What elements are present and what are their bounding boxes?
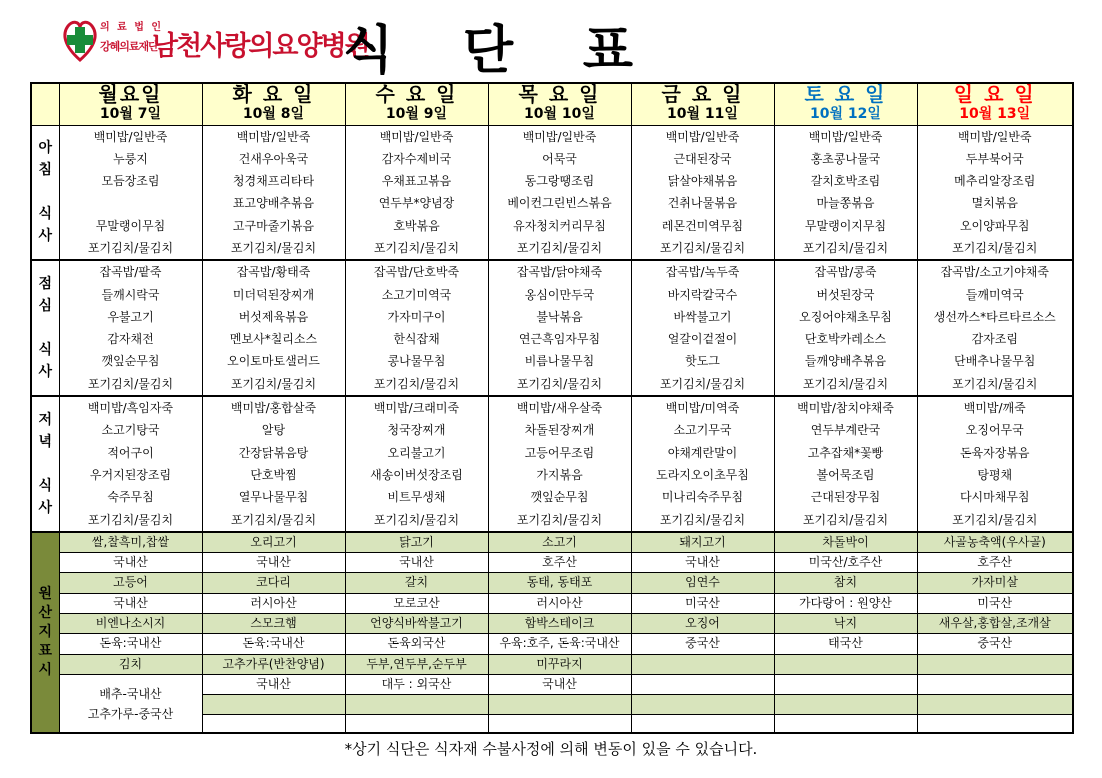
- origin-ingredient: 고추가루(반찬양념): [202, 654, 345, 674]
- menu-item: 간장닭볶음탕: [202, 442, 345, 464]
- menu-item: 백미밥/일반죽: [202, 125, 345, 148]
- origin-ingredient: 미꾸라지: [488, 654, 631, 674]
- menu-item: 건새우아욱국: [202, 148, 345, 170]
- menu-item: 포기김치/물김치: [345, 373, 488, 396]
- origin-ingredient: 가자미살: [917, 573, 1073, 593]
- origin-ingredient: 오리고기: [202, 532, 345, 553]
- menu-item: 포기김치/물김치: [488, 373, 631, 396]
- meal-label-char: 점: [38, 276, 53, 293]
- meal-label: [31, 396, 59, 532]
- menu-item: 오징어야채초무침: [774, 306, 917, 328]
- menu-item: 고추잡채*꽃빵: [774, 442, 917, 464]
- menu-item: 백미밥/일반죽: [917, 125, 1073, 148]
- menu-item: 비트무생채: [345, 486, 488, 508]
- meal-label-char: 심: [38, 298, 53, 315]
- menu-item: 깻잎순무침: [59, 350, 202, 372]
- menu-item: 포기김치/물김치: [631, 373, 774, 396]
- day-name: 목 요 일: [518, 83, 601, 107]
- origin-country: [774, 714, 917, 733]
- menu-item: 베이컨그린빈스볶음: [488, 192, 631, 214]
- menu-item: 마늘쫑볶음: [774, 192, 917, 214]
- menu-item: 미더덕된장찌개: [202, 284, 345, 306]
- day-header: [917, 83, 1073, 125]
- origin-country: 가다랑어 : 원양산: [774, 593, 917, 613]
- menu-item: 돈육자장볶음: [917, 442, 1073, 464]
- meal-label: [31, 125, 59, 260]
- menu-item: 포기김치/물김치: [488, 509, 631, 532]
- origin-ingredient: 소고기: [488, 532, 631, 553]
- meal-label-char: [32, 317, 59, 339]
- menu-item: 포기김치/물김치: [774, 237, 917, 260]
- menu-item: 단배추나물무침: [917, 350, 1073, 372]
- day-header: [59, 83, 202, 125]
- origin-country: 대두 : 외국산: [345, 674, 488, 694]
- day-date: 10월 7일: [99, 106, 162, 123]
- origin-ingredient: 두부,연두부,순두부: [345, 654, 488, 674]
- meal-row: [31, 170, 1073, 192]
- origin-row: [31, 634, 1073, 654]
- menu-item: 소고기탕국: [59, 419, 202, 441]
- meal-row: [31, 306, 1073, 328]
- menu-item: 잡곡밥/황태죽: [202, 260, 345, 283]
- menu-item: 포기김치/물김치: [488, 237, 631, 260]
- menu-item: 백미밥/홍합살죽: [202, 396, 345, 419]
- origin-country: 돈육:국내산: [59, 634, 202, 654]
- menu-item: 잡곡밥/소고기야채죽: [917, 260, 1073, 283]
- origin-label-char: 산: [38, 605, 53, 622]
- origin-ingredient: 낙지: [774, 614, 917, 634]
- menu-item: 비름나물무침: [488, 350, 631, 372]
- menu-item: 동그랑땡조림: [488, 170, 631, 192]
- origin-country: 우육:호주, 돈육:국내산: [488, 634, 631, 654]
- menu-item: 무말랭이무침: [59, 215, 202, 237]
- menu-item: 멘보사*칠리소스: [202, 328, 345, 350]
- origin-ingredient: 오징어: [631, 614, 774, 634]
- meal-label-char: 침: [38, 162, 53, 179]
- menu-item: 유자청치커리무침: [488, 215, 631, 237]
- menu-item: 가지볶음: [488, 464, 631, 486]
- origin-ingredient: 차돌박이: [774, 532, 917, 553]
- menu-item: 버섯된장국: [774, 284, 917, 306]
- origin-ingredient: [202, 695, 345, 714]
- menu-item: 잡곡밥/콩죽: [774, 260, 917, 283]
- menu-item: 포기김치/물김치: [59, 509, 202, 532]
- menu-item: 연근흑임자무침: [488, 328, 631, 350]
- menu-item: 건취나물볶음: [631, 192, 774, 214]
- logo-subtitle-corp: 의 료 법 인: [100, 22, 164, 33]
- menu-item: 연두부계란국: [774, 419, 917, 441]
- menu-item: 포기김치/물김치: [345, 509, 488, 532]
- menu-item: 레몬건미역무침: [631, 215, 774, 237]
- menu-item: 얼갈이겉절이: [631, 328, 774, 350]
- menu-item: 포기김치/물김치: [59, 237, 202, 260]
- day-name: 금 요 일: [661, 83, 744, 107]
- day-name: 일 요 일: [953, 83, 1036, 107]
- menu-item: 백미밥/깨죽: [917, 396, 1073, 419]
- origin-label: [31, 532, 59, 733]
- title-char: 식: [343, 20, 394, 81]
- menu-item: 백미밥/참치야채죽: [774, 396, 917, 419]
- origin-ingredient: 갈치: [345, 573, 488, 593]
- menu-item: 잡곡밥/팥죽: [59, 260, 202, 283]
- origin-country: 국내산: [59, 593, 202, 613]
- meal-row: [31, 442, 1073, 464]
- origin-ingredient: [917, 695, 1073, 714]
- menu-item: 백미밥/일반죽: [488, 125, 631, 148]
- menu-item: 도라지오이초무침: [631, 464, 774, 486]
- menu-item: 차돌된장찌개: [488, 419, 631, 441]
- menu-item: 고등어무조림: [488, 442, 631, 464]
- origin-country: 국내산: [59, 553, 202, 573]
- origin-ingredient: 사골농축액(우사골): [917, 532, 1073, 553]
- origin-country: 호주산: [488, 553, 631, 573]
- red-cross-heart-icon: [60, 14, 100, 64]
- day-name: 월요일: [98, 83, 163, 107]
- menu-item: [59, 192, 202, 214]
- meal-row: [31, 260, 1073, 283]
- menu-item: 표고양배추볶음: [202, 192, 345, 214]
- origin-country: 국내산: [345, 553, 488, 573]
- page-header: [0, 0, 1102, 82]
- origin-label-char: 표: [38, 643, 53, 660]
- day-date: 10월 9일: [385, 106, 448, 123]
- menu-item: 콩나물무침: [345, 350, 488, 372]
- menu-item: 백미밥/크래미죽: [345, 396, 488, 419]
- footnote: *상기 식단은 식자재 수불사정에 의해 변동이 있을 수 있습니다.: [344, 740, 758, 758]
- origin-ingredient: 돼지고기: [631, 532, 774, 553]
- menu-item: 백미밥/흑임자죽: [59, 396, 202, 419]
- menu-item: 포기김치/물김치: [345, 237, 488, 260]
- meal-row: [31, 328, 1073, 350]
- day-date: 10월 12일: [810, 106, 881, 123]
- day-name: 토 요 일: [804, 83, 887, 107]
- menu-item: 우채표고볶음: [345, 170, 488, 192]
- menu-item: 백미밥/일반죽: [774, 125, 917, 148]
- menu-item: 감자수제비국: [345, 148, 488, 170]
- day-name: 수 요 일: [375, 83, 458, 107]
- day-header: [631, 83, 774, 125]
- menu-item: 적어구이: [59, 442, 202, 464]
- origin-label-char: 원: [38, 586, 53, 603]
- meal-label-char: 사: [38, 499, 53, 516]
- menu-item: 감자채전: [59, 328, 202, 350]
- menu-item: 청경채프리타타: [202, 170, 345, 192]
- menu-item: 소고기미역국: [345, 284, 488, 306]
- menu-item: 갈치호박조림: [774, 170, 917, 192]
- weekly-menu-table: [30, 82, 1074, 734]
- menu-item: 연두부*양념장: [345, 192, 488, 214]
- day-date: 10월 10일: [524, 106, 595, 123]
- menu-item: 단호박찜: [202, 464, 345, 486]
- menu-item: 누룽지: [59, 148, 202, 170]
- menu-item: 포기김치/물김치: [631, 237, 774, 260]
- menu-item: 청국장찌개: [345, 419, 488, 441]
- origin-country: 러시아산: [202, 593, 345, 613]
- origin-ingredient: [488, 695, 631, 714]
- origin-ingredient: [774, 695, 917, 714]
- origin-ingredient: 언양식바싹불고기: [345, 614, 488, 634]
- menu-item: 모듬장조림: [59, 170, 202, 192]
- meal-label: [31, 260, 59, 396]
- origin-country: [488, 714, 631, 733]
- menu-item: 생선까스*타르타르소스: [917, 306, 1073, 328]
- origin-ingredient: 스모크햄: [202, 614, 345, 634]
- meal-label-char: 사: [38, 228, 53, 245]
- origin-country: [631, 674, 774, 694]
- day-header: [345, 83, 488, 125]
- day-header-row: [31, 83, 1073, 125]
- day-header: [202, 83, 345, 125]
- menu-item: 새송이버섯장조림: [345, 464, 488, 486]
- menu-item: 숙주무침: [59, 486, 202, 508]
- origin-ingredient: [631, 695, 774, 714]
- origin-country: 국내산: [631, 553, 774, 573]
- menu-item: 포기김치/물김치: [202, 373, 345, 396]
- meal-row: [31, 192, 1073, 214]
- meal-label-char: [32, 453, 59, 475]
- menu-item: 백미밥/일반죽: [59, 125, 202, 148]
- origin-country: 러시아산: [488, 593, 631, 613]
- origin-country: [917, 714, 1073, 733]
- origin-label-char: 지: [38, 624, 53, 641]
- hospital-name: 남천사랑의요양병원: [152, 31, 369, 62]
- origin-label-char: 시: [38, 662, 53, 679]
- origin-country: 호주산: [917, 553, 1073, 573]
- menu-item: 백미밥/일반죽: [631, 125, 774, 148]
- meal-row: [31, 396, 1073, 419]
- meal-label-char: 저: [38, 411, 53, 428]
- meal-row: [31, 148, 1073, 170]
- menu-item: 포기김치/물김치: [59, 373, 202, 396]
- menu-item: 핫도그: [631, 350, 774, 372]
- meal-label-char: [32, 181, 59, 203]
- origin-ingredient: [631, 654, 774, 674]
- day-header: [774, 83, 917, 125]
- origin-ingredient: 임연수: [631, 573, 774, 593]
- menu-item: 오이양파무침: [917, 215, 1073, 237]
- origin-ingredient: 닭고기: [345, 532, 488, 553]
- menu-item: 포기김치/물김치: [917, 237, 1073, 260]
- menu-item: 바지락칼국수: [631, 284, 774, 306]
- origin-country: [202, 714, 345, 733]
- origin-row: [31, 573, 1073, 593]
- menu-item: 우거지된장조림: [59, 464, 202, 486]
- meal-row: [31, 419, 1073, 441]
- menu-item: 고구마줄기볶음: [202, 215, 345, 237]
- menu-item: 백미밥/미역죽: [631, 396, 774, 419]
- menu-item: 오징어무국: [917, 419, 1073, 441]
- origin-ingredient: [345, 695, 488, 714]
- meal-row: [31, 125, 1073, 148]
- origin-row: [31, 553, 1073, 573]
- origin-country: 돈육:국내산: [202, 634, 345, 654]
- meal-row: [31, 237, 1073, 260]
- menu-item: 바싹불고기: [631, 306, 774, 328]
- origin-country: 태국산: [774, 634, 917, 654]
- day-date: 10월 11일: [667, 106, 738, 123]
- origin-ingredient: 참치: [774, 573, 917, 593]
- origin-row: [31, 532, 1073, 553]
- menu-item: 탕평채: [917, 464, 1073, 486]
- origin-row: [31, 614, 1073, 634]
- meal-label-char: 녁: [38, 433, 53, 450]
- kimchi-origin-line: 고추가루-중국산: [87, 706, 174, 721]
- meal-row: [31, 509, 1073, 532]
- origin-country: [774, 674, 917, 694]
- origin-country: 중국산: [631, 634, 774, 654]
- menu-item: 멸치볶음: [917, 192, 1073, 214]
- meal-label-char: 사: [38, 364, 53, 381]
- origin-country: 국내산: [202, 674, 345, 694]
- menu-item: 들깨미역국: [917, 284, 1073, 306]
- meal-label-char: 아: [38, 140, 53, 157]
- menu-item: 닭살야채볶음: [631, 170, 774, 192]
- origin-country: [631, 714, 774, 733]
- origin-row: [31, 674, 1073, 694]
- menu-item: 다시마채무침: [917, 486, 1073, 508]
- day-date: 10월 8일: [242, 106, 305, 123]
- origin-ingredient: 비엔나소시지: [59, 614, 202, 634]
- origin-ingredient: 김치: [59, 654, 202, 674]
- menu-item: 포기김치/물김치: [917, 509, 1073, 532]
- menu-item: 백미밥/일반죽: [345, 125, 488, 148]
- menu-item: 어묵국: [488, 148, 631, 170]
- menu-item: 옹심이만두국: [488, 284, 631, 306]
- menu-item: 버섯제육볶음: [202, 306, 345, 328]
- origin-country: 돈육외국산: [345, 634, 488, 654]
- origin-ingredient: [774, 654, 917, 674]
- origin-row: [31, 593, 1073, 613]
- origin-country: 미국산: [631, 593, 774, 613]
- menu-item: 감자조림: [917, 328, 1073, 350]
- meal-row: [31, 215, 1073, 237]
- menu-item: 백미밥/새우살죽: [488, 396, 631, 419]
- menu-item: 홍초콩나물국: [774, 148, 917, 170]
- menu-item: 포기김치/물김치: [774, 509, 917, 532]
- menu-item: 두부북어국: [917, 148, 1073, 170]
- menu-item: 소고기무국: [631, 419, 774, 441]
- menu-item: 가자미구이: [345, 306, 488, 328]
- meal-row: [31, 284, 1073, 306]
- meal-label-char: 식: [38, 206, 53, 223]
- origin-country: [917, 674, 1073, 694]
- origin-ingredient: 쌀,찰흑미,찹쌀: [59, 532, 202, 553]
- menu-item: 오이토마토샐러드: [202, 350, 345, 372]
- menu-item: 잡곡밥/닭야채죽: [488, 260, 631, 283]
- menu-item: 야채계란말이: [631, 442, 774, 464]
- menu-item: 알탕: [202, 419, 345, 441]
- meal-row: [31, 464, 1073, 486]
- logo-subtitle-foundation: 강혜의료재단: [100, 40, 158, 53]
- menu-item: 포기김치/물김치: [202, 509, 345, 532]
- menu-item: 호박볶음: [345, 215, 488, 237]
- hospital-logo: [60, 14, 369, 66]
- origin-country: [345, 714, 488, 733]
- meal-label-char: 식: [38, 342, 53, 359]
- origin-country: 미국산/호주산: [774, 553, 917, 573]
- origin-country: 미국산: [917, 593, 1073, 613]
- menu-item: 단호박카레소스: [774, 328, 917, 350]
- menu-item: 깻잎순무침: [488, 486, 631, 508]
- menu-item: 들깨양배추볶음: [774, 350, 917, 372]
- menu-item: 들깨시락국: [59, 284, 202, 306]
- menu-item: 포기김치/물김치: [202, 237, 345, 260]
- day-date: 10월 13일: [959, 106, 1031, 123]
- origin-ingredient: 동태, 동태포: [488, 573, 631, 593]
- menu-item: 한식잡채: [345, 328, 488, 350]
- meal-label-char: 식: [38, 477, 53, 494]
- menu-item: 포기김치/물김치: [631, 509, 774, 532]
- kimchi-origin-line: 배추-국내산: [99, 686, 162, 701]
- title-char: 단: [462, 20, 514, 81]
- day-name: 화 요 일: [232, 83, 315, 107]
- menu-item: 근대된장무침: [774, 486, 917, 508]
- origin-ingredient: [917, 654, 1073, 674]
- menu-item: 불낙볶음: [488, 306, 631, 328]
- menu-item: 오리불고기: [345, 442, 488, 464]
- origin-country: 국내산: [488, 674, 631, 694]
- meal-row: [31, 373, 1073, 396]
- meal-row: [31, 350, 1073, 372]
- corner-cell: [31, 83, 59, 125]
- menu-item: 근대된장국: [631, 148, 774, 170]
- title-char: 표: [582, 20, 633, 81]
- day-header: [488, 83, 631, 125]
- origin-country: 중국산: [917, 634, 1073, 654]
- menu-item: 무말랭이지무침: [774, 215, 917, 237]
- menu-item: 잡곡밥/단호박죽: [345, 260, 488, 283]
- menu-item: 미나리숙주무침: [631, 486, 774, 508]
- origin-country: 국내산: [202, 553, 345, 573]
- menu-item: 포기김치/물김치: [774, 373, 917, 396]
- origin-ingredient: 고등어: [59, 573, 202, 593]
- origin-ingredient: 새우살,홍합살,조개살: [917, 614, 1073, 634]
- origin-ingredient: 코다리: [202, 573, 345, 593]
- origin-ingredient: 함박스테이크: [488, 614, 631, 634]
- meal-row: [31, 486, 1073, 508]
- menu-item: 우불고기: [59, 306, 202, 328]
- page-title: [343, 8, 633, 83]
- origin-country: 모로코산: [345, 593, 488, 613]
- menu-item: 잡곡밥/녹두죽: [631, 260, 774, 283]
- menu-item: 볼어묵조림: [774, 464, 917, 486]
- menu-item: 메추리알장조림: [917, 170, 1073, 192]
- origin-row: [31, 654, 1073, 674]
- menu-item: 포기김치/물김치: [917, 373, 1073, 396]
- menu-item: 열무나물무침: [202, 486, 345, 508]
- kimchi-origin-note: [59, 674, 202, 733]
